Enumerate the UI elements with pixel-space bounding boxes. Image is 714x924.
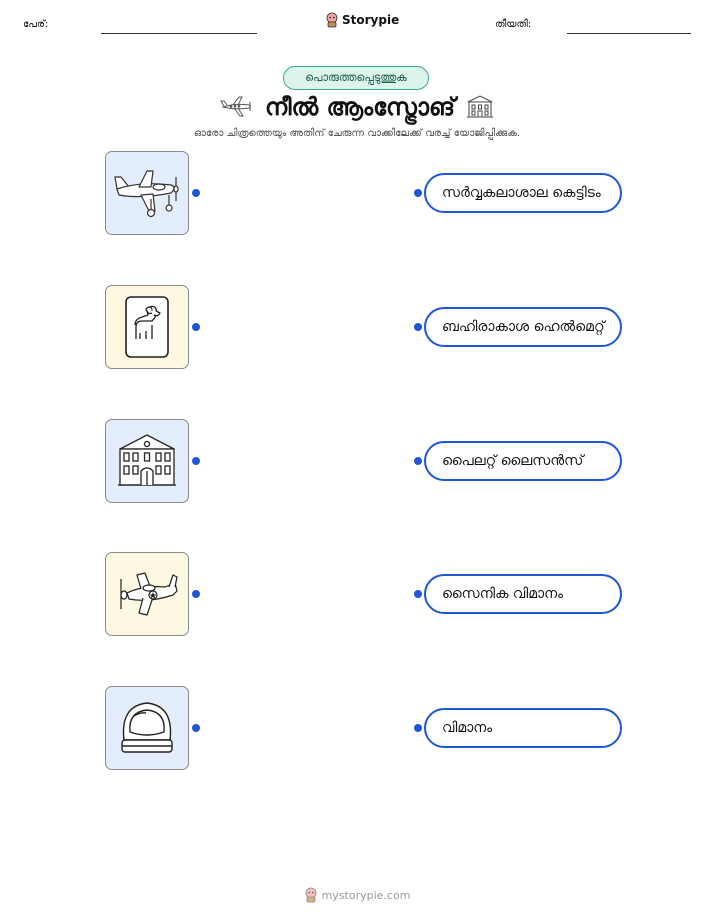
word-label-1: സർവ്വകലാശാല കെട്ടിടം	[442, 185, 601, 201]
picture-card-military-plane[interactable]	[105, 552, 189, 636]
name-line[interactable]	[101, 33, 257, 34]
instructions: ഓരോ ചിത്രത്തെയും അതിന് ചേരുന്ന വാക്കിലേക്ക് വരച്ച് യോജിപ്പിക്കുക.	[193, 128, 521, 139]
title-row	[0, 90, 714, 124]
picture-card-license[interactable]	[105, 285, 189, 369]
picture-dot-5[interactable]	[192, 724, 200, 732]
picture-dot-2[interactable]	[192, 323, 200, 331]
picture-dot-4[interactable]	[192, 590, 200, 598]
word-label-2: ബഹിരാകാശ ഹെൽമെറ്റ്	[442, 319, 605, 335]
pilot-license-dog-card-icon	[122, 295, 172, 359]
date-label: തീയതി:	[495, 19, 532, 30]
word-box-4[interactable]	[424, 574, 622, 614]
picture-dot-3[interactable]	[192, 457, 200, 465]
activity-type-badge: പൊരുത്തപ്പെടുത്തുക	[283, 66, 429, 90]
military-airplane-icon	[113, 569, 181, 619]
word-box-5[interactable]	[424, 708, 622, 748]
word-dot-5[interactable]	[414, 724, 422, 732]
small-airplane-icon	[219, 94, 255, 120]
university-building-icon	[465, 94, 495, 120]
space-helmet-icon	[116, 698, 178, 758]
brand-logo	[325, 12, 399, 28]
word-dot-1[interactable]	[414, 189, 422, 197]
word-dot-3[interactable]	[414, 457, 422, 465]
brand-name: Storypie	[342, 13, 400, 27]
propeller-airplane-icon	[111, 165, 183, 221]
name-label: പേര്:	[23, 19, 49, 30]
storypie-mascot-icon	[304, 887, 318, 903]
word-box-1[interactable]	[424, 173, 622, 213]
worksheet-title: നീൽ ആംസ്ട്രോങ്	[264, 93, 456, 121]
university-building-icon	[116, 433, 178, 489]
word-dot-2[interactable]	[414, 323, 422, 331]
picture-card-helmet[interactable]	[105, 686, 189, 770]
word-label-5: വിമാനം	[442, 720, 493, 736]
word-box-3[interactable]	[424, 441, 622, 481]
picture-card-university[interactable]	[105, 419, 189, 503]
word-dot-4[interactable]	[414, 590, 422, 598]
date-line[interactable]	[567, 33, 691, 34]
word-box-2[interactable]	[424, 307, 622, 347]
storypie-mascot-icon	[325, 12, 339, 28]
word-label-4: സൈനിക വിമാനം	[442, 586, 563, 602]
word-label-3: പൈലറ്റ് ലൈസൻസ്	[442, 453, 584, 469]
footer	[0, 887, 714, 903]
footer-site: mystorypie.com	[321, 888, 411, 902]
picture-dot-1[interactable]	[192, 189, 200, 197]
picture-card-airplane[interactable]	[105, 151, 189, 235]
